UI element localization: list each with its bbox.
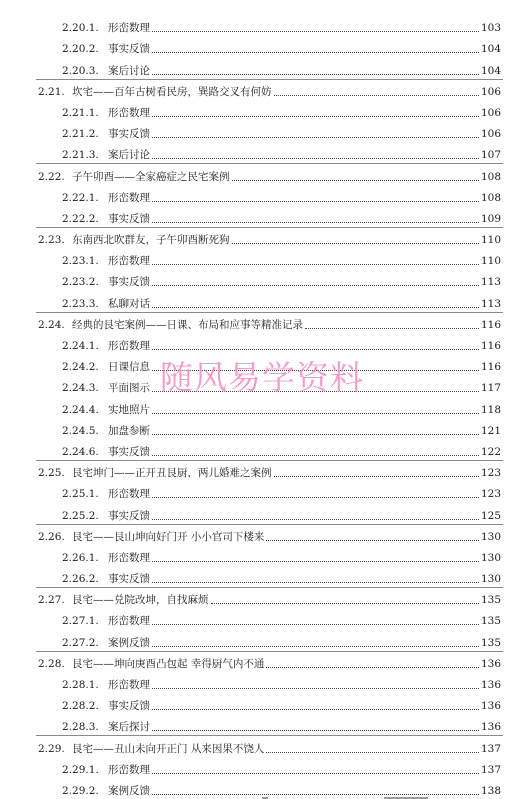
- toc-section-entry[interactable]: [0, 226, 523, 247]
- toc-subsection-entry[interactable]: [0, 713, 523, 734]
- toc-entry-number: 2.29.: [38, 742, 65, 755]
- toc-entry-number: 2.21.: [38, 85, 65, 98]
- toc-subsection-entry[interactable]: [0, 332, 523, 353]
- toc-entry-title: 事实反馈: [108, 276, 150, 289]
- section-divider-line: [36, 227, 503, 228]
- toc-entry-title: 艮宅——兑院改坤，自找麻烦: [72, 594, 209, 607]
- section-divider-line: [36, 524, 503, 525]
- toc-dot-leader: [274, 94, 479, 96]
- toc-entry-title: 艮宅——坤向庚酉凸包起 幸得厨气内不通: [72, 657, 265, 670]
- toc-subsection-entry[interactable]: [0, 247, 523, 268]
- toc-subsection-entry[interactable]: [0, 607, 523, 628]
- toc-dot-leader: [152, 284, 479, 286]
- toc-entry-number: 2.28.2.: [62, 700, 99, 713]
- toc-dot-leader: [305, 327, 479, 329]
- toc-dot-leader: [232, 179, 479, 181]
- toc-dot-leader: [274, 475, 479, 477]
- toc-entry-title: 形峦数理: [108, 488, 150, 501]
- toc-entry-title: 形峦数理: [108, 22, 150, 35]
- toc-entry-number: 2.27.2.: [62, 636, 99, 649]
- toc-entry-title: 案例反馈: [108, 636, 150, 649]
- toc-entry-title: 案后讨论: [108, 149, 150, 162]
- toc-entry-title: 平面图示: [108, 382, 150, 395]
- toc-subsection-entry[interactable]: [0, 141, 523, 162]
- toc-dot-leader: [152, 157, 479, 159]
- toc-section-entry[interactable]: [0, 586, 523, 607]
- toc-entry-number: 2.26.: [38, 530, 65, 543]
- toc-entry-page: 116: [480, 340, 501, 352]
- toc-entry-title: 案后讨论: [108, 64, 150, 77]
- toc-subsection-entry[interactable]: [0, 268, 523, 289]
- toc-entry-page: 137: [480, 742, 501, 755]
- toc-subsection-entry[interactable]: [0, 671, 523, 692]
- toc-entry-title: 事实反馈: [108, 700, 150, 713]
- toc-entry-page: 110: [480, 255, 501, 268]
- toc-entry-number: 2.26.2.: [62, 573, 99, 586]
- toc-entry-page: 110: [480, 234, 501, 247]
- toc-subsection-entry[interactable]: [0, 756, 523, 777]
- toc-dot-leader: [211, 602, 479, 604]
- toc-dot-leader: [266, 666, 479, 668]
- toc-entry-page: 104: [480, 43, 501, 56]
- toc-entry-number: 2.27.1.: [62, 615, 99, 628]
- toc-subsection-entry[interactable]: [0, 205, 523, 226]
- toc-entry-number: 2.20.3.: [62, 64, 99, 77]
- toc-entry-page: 136: [480, 721, 501, 734]
- toc-entry-title: 形峦数理: [108, 106, 150, 119]
- toc-entry-page: 106: [480, 128, 501, 141]
- toc-entry-number: 2.21.1.: [62, 106, 99, 119]
- toc-entry-number: 2.23.2.: [62, 276, 99, 289]
- toc-dot-leader: [152, 221, 479, 223]
- toc-subsection-entry[interactable]: [0, 480, 523, 501]
- page-footer-marks: [0, 793, 523, 799]
- toc-entry-number: 2.27.: [38, 594, 65, 607]
- toc-entry-number: 2.22.: [38, 170, 65, 183]
- toc-section-entry[interactable]: [0, 78, 523, 99]
- toc-subsection-entry[interactable]: [0, 565, 523, 586]
- toc-entry-title: 实地照片: [108, 403, 150, 416]
- toc-dot-leader: [152, 687, 479, 689]
- toc-entry-page: 125: [480, 509, 501, 522]
- toc-dot-leader: [152, 560, 479, 562]
- toc-entry-title: 艮宅——丑山未向开正门 从来因果不饶人: [72, 742, 265, 755]
- toc-dot-leader: [152, 51, 479, 53]
- toc-entry-page: 123: [480, 467, 501, 480]
- toc-entry-page: 130: [480, 551, 501, 564]
- toc-entry-title: 形峦数理: [108, 679, 150, 691]
- toc-dot-leader: [152, 645, 479, 647]
- toc-entry-number: 2.25.2.: [62, 509, 99, 522]
- toc-subsection-entry[interactable]: [0, 628, 523, 649]
- toc-dot-leader: [152, 518, 479, 520]
- toc-entry-page: 116: [480, 361, 501, 374]
- toc-section-entry[interactable]: [0, 734, 523, 755]
- toc-entry-title: 子午卯酉——全家癌症之民宅案例: [72, 170, 230, 183]
- section-divider-line: [36, 460, 503, 461]
- toc-dot-leader: [152, 115, 479, 117]
- toc-entry-number: 2.24.1.: [62, 340, 99, 352]
- toc-entry-title: 事实反馈: [108, 573, 150, 586]
- toc-entry-page: 113: [480, 297, 501, 310]
- toc-entry-page: 109: [480, 212, 501, 225]
- toc-entry-number: 2.20.2.: [62, 43, 99, 56]
- toc-entry-page: 135: [480, 594, 501, 607]
- toc-entry-title: 事实反馈: [108, 128, 150, 141]
- section-divider-line: [36, 312, 503, 313]
- toc-entry-number: 2.23.: [38, 234, 65, 247]
- toc-section-entry[interactable]: [0, 459, 523, 480]
- toc-entry-page: 136: [480, 700, 501, 713]
- table-of-contents: [0, 14, 523, 798]
- toc-entry-title: 形峦数理: [108, 551, 150, 564]
- toc-entry-number: 2.24.6.: [62, 445, 99, 458]
- toc-dot-leader: [152, 200, 479, 202]
- toc-entry-title: 事实反馈: [108, 445, 150, 458]
- toc-entry-number: 2.25.1.: [62, 488, 99, 501]
- toc-entry-number: 2.23.3.: [62, 297, 99, 310]
- toc-entry-number: 2.29.2.: [62, 784, 99, 797]
- toc-dot-leader: [152, 136, 479, 138]
- toc-entry-number: 2.26.1.: [62, 551, 99, 564]
- toc-entry-number: 2.28.3.: [62, 721, 99, 734]
- section-divider-line: [36, 651, 503, 652]
- toc-entry-title: 加盘参断: [108, 424, 150, 437]
- toc-entry-number: 2.22.1.: [62, 191, 99, 204]
- toc-dot-leader: [266, 751, 479, 753]
- toc-entry-page: 122: [480, 445, 501, 458]
- toc-section-entry[interactable]: [0, 523, 523, 544]
- toc-dot-leader: [152, 30, 479, 32]
- toc-entry-page: 117: [480, 382, 501, 395]
- toc-section-entry[interactable]: [0, 650, 523, 671]
- toc-entry-number: 2.24.4.: [62, 403, 99, 416]
- toc-subsection-entry[interactable]: [0, 184, 523, 205]
- toc-entry-title: 艮宅——艮山坤向好门开 小小官司下楼来: [72, 530, 265, 543]
- toc-subsection-entry[interactable]: [0, 417, 523, 438]
- toc-entry-title: 日课信息: [108, 361, 150, 374]
- toc-dot-leader: [152, 306, 479, 308]
- toc-entry-page: 107: [480, 149, 501, 162]
- toc-entry-page: 113: [480, 276, 501, 289]
- section-divider-line: [36, 735, 503, 736]
- toc-entry-page: 135: [480, 636, 501, 649]
- toc-entry-title: 东南西北吹群友，子午卯酉断死狗: [72, 234, 230, 247]
- toc-entry-page: 130: [480, 573, 501, 586]
- toc-subsection-entry[interactable]: [0, 438, 523, 459]
- toc-entry-page: 108: [480, 191, 501, 204]
- toc-entry-title: 案例反馈: [108, 784, 150, 797]
- toc-entry-title: 形峦数理: [108, 191, 150, 204]
- toc-entry-page: 106: [480, 85, 501, 98]
- toc-dot-leader: [152, 454, 479, 456]
- toc-entry-page: 104: [480, 64, 501, 77]
- toc-dot-leader: [152, 623, 479, 625]
- toc-subsection-entry[interactable]: [0, 501, 523, 522]
- toc-dot-leader: [152, 263, 479, 265]
- toc-entry-number: 2.29.1.: [62, 763, 99, 776]
- toc-entry-title: 形峦数理: [108, 763, 150, 776]
- toc-dot-leader: [152, 708, 479, 710]
- toc-entry-number: 2.28.1.: [62, 679, 99, 691]
- toc-entry-number: 2.28.: [38, 657, 65, 670]
- toc-entry-number: 2.21.3.: [62, 149, 99, 162]
- toc-entry-page: 135: [480, 615, 501, 628]
- toc-entry-title: 坎宅——百年古树看民房，巽路交叉有何妨: [72, 85, 272, 98]
- toc-dot-leader: [232, 242, 479, 244]
- section-divider-line: [36, 587, 503, 588]
- toc-entry-page: 121: [480, 424, 501, 437]
- toc-entry-page: 123: [480, 488, 501, 501]
- toc-subsection-entry[interactable]: [0, 56, 523, 77]
- toc-entry-title: 案后探讨: [108, 721, 150, 734]
- toc-subsection-entry[interactable]: [0, 692, 523, 713]
- toc-subsection-entry[interactable]: [0, 99, 523, 120]
- toc-entry-title: 事实反馈: [108, 43, 150, 56]
- section-divider-line: [36, 79, 503, 80]
- toc-entry-title: 形峦数理: [108, 615, 150, 628]
- section-divider-line: [36, 163, 503, 164]
- toc-subsection-entry[interactable]: [0, 120, 523, 141]
- toc-entry-number: 2.22.2.: [62, 212, 99, 225]
- toc-entry-title: 事实反馈: [108, 212, 150, 225]
- toc-dot-leader: [152, 433, 479, 435]
- toc-entry-number: 2.24.5.: [62, 424, 99, 437]
- toc-entry-title: 经典的艮宅案例——日课、布局和应事等精准记录: [72, 318, 303, 331]
- toc-dot-leader: [152, 772, 479, 774]
- toc-subsection-entry[interactable]: [0, 289, 523, 310]
- toc-dot-leader: [152, 496, 479, 498]
- toc-entry-number: 2.24.: [38, 318, 65, 331]
- toc-dot-leader: [152, 348, 479, 350]
- toc-entry-page: 118: [480, 403, 501, 416]
- toc-entry-page: 136: [480, 657, 501, 670]
- watermark: 随风易学资料: [160, 358, 364, 397]
- toc-entry-title: 形峦数理: [108, 340, 150, 352]
- toc-subsection-entry[interactable]: [0, 14, 523, 35]
- toc-dot-leader: [152, 73, 479, 75]
- toc-entry-title: 形峦数理: [108, 255, 150, 268]
- toc-entry-page: 136: [480, 679, 501, 691]
- toc-entry-title: 艮宅坤门——正开丑艮厨，两儿婚难之案例: [72, 467, 272, 480]
- toc-entry-page: 130: [480, 530, 501, 543]
- toc-entry-number: 2.23.1.: [62, 255, 99, 268]
- toc-dot-leader: [152, 729, 479, 731]
- toc-section-entry[interactable]: [0, 311, 523, 332]
- toc-subsection-entry[interactable]: [0, 544, 523, 565]
- toc-entry-number: 2.24.3.: [62, 382, 99, 395]
- toc-entry-number: 2.21.2.: [62, 128, 99, 141]
- toc-entry-page: 137: [480, 763, 501, 776]
- toc-entry-number: 2.25.: [38, 467, 65, 480]
- toc-dot-leader: [266, 539, 479, 541]
- toc-entry-title: 私聊对话: [108, 297, 150, 310]
- toc-entry-page: 103: [480, 22, 501, 35]
- toc-entry-page: 106: [480, 106, 501, 119]
- toc-entry-number: 2.20.1.: [62, 22, 99, 35]
- toc-dot-leader: [152, 412, 479, 414]
- toc-entry-number: 2.24.2.: [62, 361, 99, 374]
- toc-section-entry[interactable]: [0, 162, 523, 183]
- toc-entry-title: 事实反馈: [108, 509, 150, 522]
- toc-dot-leader: [152, 581, 479, 583]
- toc-subsection-entry[interactable]: [0, 35, 523, 56]
- toc-entry-page: 108: [480, 170, 501, 183]
- toc-entry-page: 116: [480, 318, 501, 331]
- toc-entry-page: 138: [480, 784, 501, 797]
